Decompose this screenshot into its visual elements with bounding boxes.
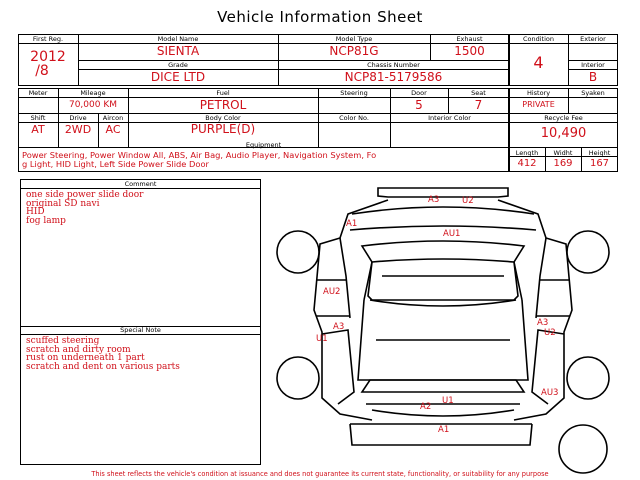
drive-label: Drive: [69, 114, 87, 122]
recycle-fee-value: 10,490: [540, 126, 587, 141]
equipment-line-2: g Light, HID Light, Left Side Power Slide Door: [22, 159, 209, 169]
width-label: Widht: [553, 149, 573, 157]
chassis-number-label: Chassis Number: [367, 61, 420, 69]
condition-value: 4: [533, 53, 544, 72]
fuel-value: PETROL: [199, 98, 247, 112]
aircon-label: Aircon: [102, 114, 124, 122]
damage-mark: AU1: [443, 229, 461, 239]
condition-label: Condition: [522, 35, 555, 43]
steering-label: Steering: [340, 89, 368, 97]
seat-value: 7: [474, 98, 483, 112]
damage-mark: A2: [420, 402, 432, 412]
rear-left-wheel: [277, 357, 319, 399]
damage-mark: U2: [462, 196, 474, 206]
height-value: 167: [589, 158, 610, 169]
recycle-fee-label: Recycle Fee: [544, 114, 583, 122]
grade-value: DICE LTD: [150, 70, 206, 84]
right-side-profile: [498, 200, 572, 420]
syaken-label: Syaken: [581, 89, 605, 97]
damage-mark: A3: [537, 318, 549, 328]
first-reg-year: 2012: [30, 49, 66, 65]
roof: [368, 262, 518, 300]
door-label: Door: [411, 89, 427, 97]
comment-line: fog lamp: [26, 215, 66, 226]
comment-label: Comment: [124, 180, 157, 188]
chassis-number-value: NCP81-5179586: [344, 70, 443, 84]
body-color-value: PURPLE(D): [190, 122, 256, 136]
comment-line: HID: [26, 207, 45, 217]
shift-value: AT: [31, 123, 45, 136]
page-title: Vehicle Information Sheet: [217, 8, 423, 26]
disclaimer-footer: This sheet reflects the vehicle's condition at issuance and does not guarantee its current state, functionality, or suitability for any purpose: [91, 470, 549, 478]
front-bumper: [378, 188, 508, 197]
model-name-label: Model Name: [157, 35, 199, 43]
model-type-label: Model Type: [335, 35, 373, 43]
model-type-value: NCP81G: [329, 44, 379, 58]
exterior-label: Exterior: [580, 35, 606, 43]
left-side-profile: [314, 200, 388, 420]
spare-wheel: [559, 425, 607, 473]
drive-value: 2WD: [64, 123, 92, 136]
model-name-value: SIENTA: [156, 44, 200, 58]
damage-mark: U2: [544, 328, 556, 338]
first-reg-label: First Reg.: [32, 35, 64, 43]
damage-mark: AU2: [323, 287, 341, 297]
history-label: History: [526, 89, 551, 97]
interior-label: Interior: [581, 61, 605, 69]
damage-mark: A3: [333, 322, 345, 332]
comment-line: one side power slide door: [26, 190, 144, 200]
front-left-wheel: [277, 231, 319, 273]
special-note-line: rust on underneath 1 part: [26, 353, 145, 363]
length-label: Length: [515, 149, 539, 157]
damage-mark: A1: [346, 219, 358, 229]
damage-mark: U1: [442, 396, 454, 406]
shift-label: Shift: [30, 114, 46, 122]
color-no-label: Color No.: [339, 114, 369, 122]
rear-window: [362, 380, 524, 392]
meter-label: Meter: [28, 89, 48, 97]
damage-mark: U1: [316, 334, 328, 344]
special-note-line: scuffed steering: [26, 336, 100, 346]
interior-value: B: [588, 70, 598, 84]
door-value: 5: [415, 98, 423, 112]
hood: [352, 207, 534, 214]
windshield: [362, 241, 524, 262]
damage-mark: A3: [428, 195, 440, 205]
damage-mark: A1: [438, 425, 450, 435]
special-note-label: Special Note: [120, 326, 161, 334]
rear-right-wheel: [567, 357, 609, 399]
exhaust-label: Exhaust: [456, 35, 483, 43]
height-label: Height: [588, 149, 611, 157]
special-note-line: scratch and dent on various parts: [26, 361, 180, 372]
first-reg-month: /8: [35, 63, 49, 79]
mileage-label: Mileage: [80, 89, 106, 97]
seat-label: Seat: [471, 89, 486, 97]
fuel-label: Fuel: [216, 89, 230, 97]
interior-color-label: Interior Color: [428, 114, 471, 122]
width-value: 169: [553, 158, 573, 169]
history-value: PRIVATE: [522, 100, 555, 109]
equipment-line-1: Power Steering, Power Window All, ABS, Air Bag, Audio Player, Navigation System, Fo: [22, 150, 377, 160]
special-note-line: scratch and dirty room: [26, 344, 131, 355]
body-color-label: Body Color: [205, 114, 241, 122]
length-value: 412: [517, 158, 537, 169]
grade-label: Grade: [168, 61, 188, 69]
equipment-label: Equipment: [245, 141, 282, 149]
mileage-value: 70,000 KM: [68, 100, 118, 110]
comment-line: original SD navi: [26, 198, 100, 209]
damage-mark: AU3: [541, 388, 559, 398]
aircon-value: AC: [105, 123, 121, 136]
exhaust-value: 1500: [454, 44, 485, 58]
front-right-wheel: [567, 231, 609, 273]
